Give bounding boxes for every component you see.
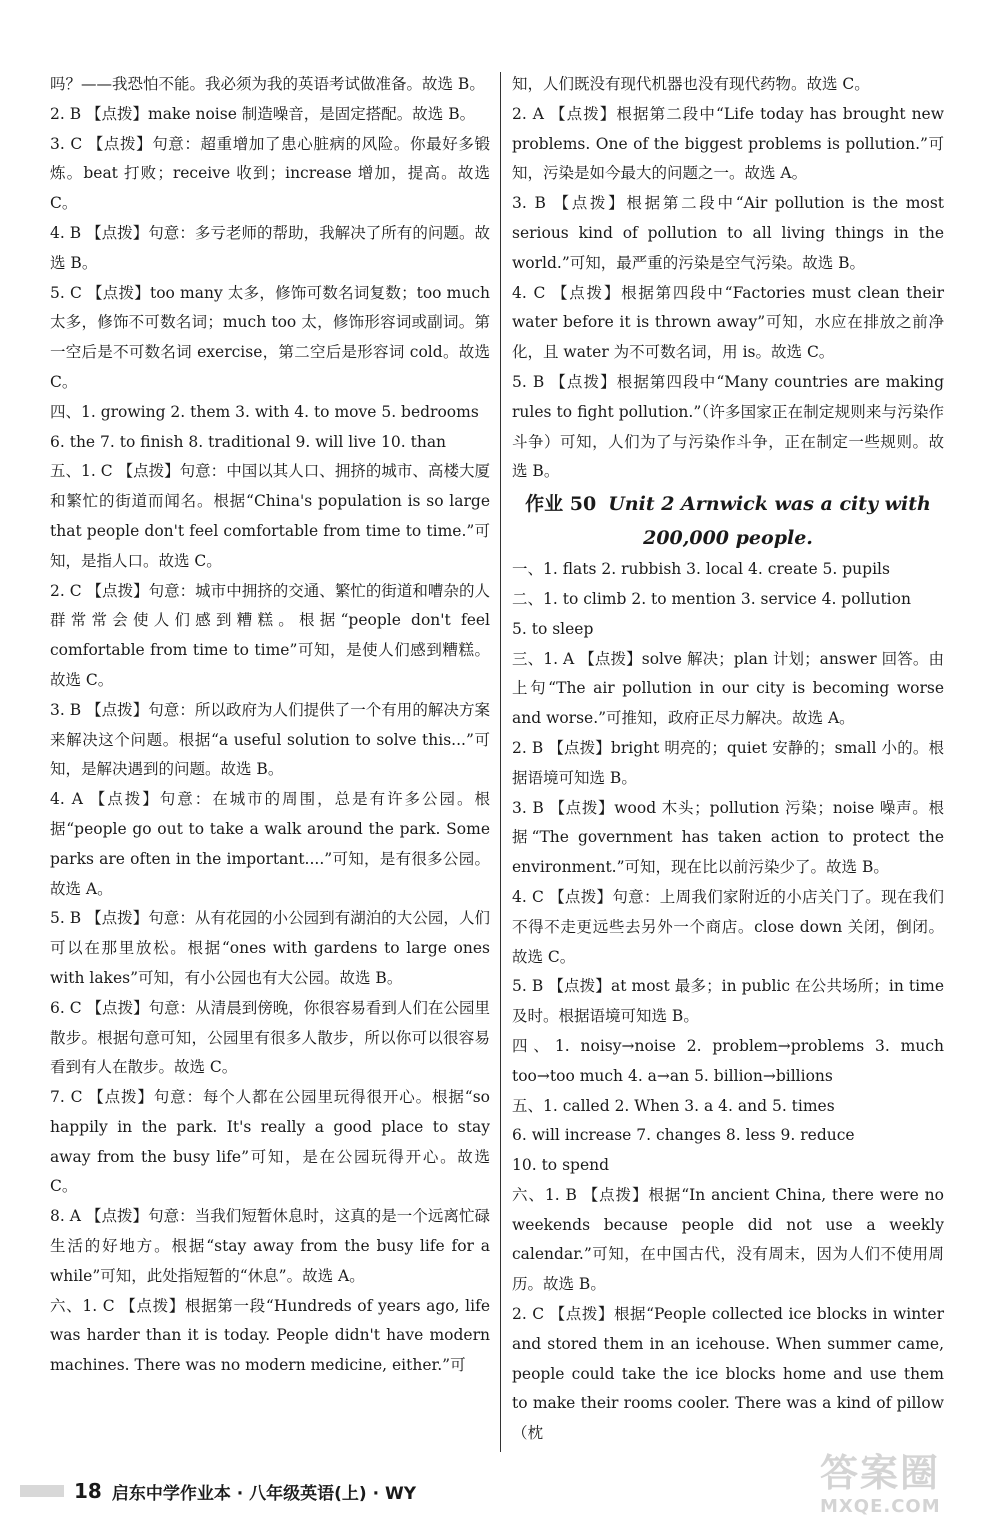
answer-paragraph: 三、1. A 【点拨】solve 解决；plan 计划；answer 回答。由上句“The air pollution in our city is becoming worse and worse.”可推知，政府正尽力解决。故选 A。 <box>512 649 944 728</box>
page-footer <box>20 1474 480 1508</box>
answer-paragraph: 10. to spend <box>512 1156 610 1175</box>
answer-paragraph: 六、1. B 【点拨】根据“In ancient China, there were no weekends because people did not use a weekly calendar.”可知，在中国古代，没有周末，因为人们不使用周历。故选 B。 <box>512 1185 944 1294</box>
left-column <box>50 70 490 1381</box>
answer-paragraph: 5. B 【点拨】at most 最多；in public 在公共场所；in time 及时。根据语境可知选 B。 <box>512 977 944 1026</box>
answer-paragraph: 一、1. flats 2. rubbish 3. local 4. create 5. pupils <box>512 560 890 579</box>
answer-paragraph: 3. B 【点拨】句意：所以政府为人们提供了一个有用的解决方案来解决这个问题。根据“a useful solution to solve this...”可知，是解决遇到的问题。故选 B。 <box>50 700 490 779</box>
answer-paragraph: 4. A 【点拨】句意：在城市的周围，总是有许多公园。根据“people go out to take a walk around the park. Some parks are often in the important....”可知，是有很多公园。故选 A。 <box>50 790 490 898</box>
unit-title-line2: 200,000 people. <box>643 527 813 550</box>
answer-paragraph: 8. A 【点拨】句意：当我们短暂休息时，这真的是一个远离忙碌生活的好地方。根据“stay away from the busy life for a while”可知，此处指短暂的“休息”。故选 A。 <box>50 1207 490 1285</box>
answer-paragraph: 2. C 【点拨】句意：城市中拥挤的交通、繁忙的街道和嘈杂的人群常常会使人们感到糟糕。根据“people don't feel comfortable from time to time”可知，是使人们感到糟糕。故选 C。 <box>50 581 490 689</box>
answer-paragraph: 7. C 【点拨】句意：每个人都在公园里玩得很开心。根据“so happily in the park. It's really a good place to stay away from the busy life”可知，是在公园玩得开心。故选 C。 <box>50 1088 490 1196</box>
answer-paragraph: 知，人们既没有现代机器也没有现代药物。故选 C。 <box>512 75 870 93</box>
answer-paragraph: 六、1. C 【点拨】根据第一段“Hundreds of years ago, life was harder than it is today. People didn't have modern machines. There was no modern medicine, either.”可 <box>50 1296 490 1375</box>
footer-bar <box>20 1485 64 1497</box>
answer-paragraph: 4. C 【点拨】句意：上周我们家附近的小店关门了。现在我们不得不走更远些去另外一个商店。close down 关闭，倒闭。故选 C。 <box>512 887 944 966</box>
page-number: 18 <box>74 1479 102 1503</box>
answer-paragraph: 四、1. growing 2. them 3. with 4. to move 5. bedrooms <box>50 402 479 421</box>
homework-number: 作业 50 <box>525 493 597 516</box>
answer-paragraph: 6. C 【点拨】句意：从清晨到傍晚，你很容易看到人们在公园里散步。根据句意可知，公园里有很多人散步，所以你可以很容易看到有人在散步。故选 C。 <box>50 998 490 1077</box>
answer-paragraph: 2. A 【点拨】根据第二段中“Life today has brought new problems. One of the biggest problems is pollution.”可知，污染是如今最大的问题之一。故选 A。 <box>512 104 944 183</box>
answer-paragraph: 四、1. noisy→noise 2. problem→problems 3. much too→too much 4. a→an 5. billion→billions <box>512 1036 944 1085</box>
answer-paragraph: 4. B 【点拨】句意：多亏老师的帮助，我解决了所有的问题。故选 B。 <box>50 223 490 272</box>
answer-paragraph: 3. B 【点拨】根据第二段中“Air pollution is the most serious kind of pollution to all living things in the world.”可知，最严重的污染是空气污染。故选 B。 <box>512 194 944 272</box>
unit-title: Unit 2 Arnwick was a city with <box>608 493 931 516</box>
answer-paragraph: 4. C 【点拨】根据第四段中“Factories must clean their water before it is thrown away”可知，水应在排放之前净化，且 water 为不可数名词，用 is。故选 C。 <box>512 283 944 362</box>
answer-paragraph: 5. C 【点拨】too many 太多，修饰可数名词复数；too much 太多，修饰不可数名词；much too 太，修饰形容词或副词。第一空后是不可数名词 exercise，第二空后是形容词 cold。故选 C。 <box>50 283 490 391</box>
answer-paragraph: 6. will increase 7. changes 8. less 9. reduce <box>512 1126 855 1145</box>
answer-paragraph: 2. B 【点拨】make noise 制造噪音，是固定搭配。故选 B。 <box>50 104 476 123</box>
answer-paragraph: 2. C 【点拨】根据“People collected ice blocks in winter and stored them in an icehouse. When summer came, people could take the ice blocks home and use them to make their rooms cooler. There was a kind of pillow（枕 <box>512 1305 944 1443</box>
watermark-logo <box>820 1450 980 1530</box>
answer-paragraph: 吗？——我恐怕不能。我必须为我的英语考试做准备。故选 B。 <box>50 75 485 93</box>
answer-paragraph: 3. B 【点拨】wood 木头；pollution 污染；noise 噪声。根据“The government has taken action to protect the environment.”可知，现在比以前污染少了。故选 B。 <box>512 798 944 877</box>
answer-paragraph: 5. to sleep <box>512 619 594 638</box>
book-title: 启东中学作业本 · 八年级英语(上) · WY <box>111 1483 417 1504</box>
answer-paragraph: 2. B 【点拨】bright 明亮的；quiet 安静的；small 小的。根据语境可知选 B。 <box>512 738 944 787</box>
answer-paragraph: 五、1. called 2. When 3. a 4. and 5. times <box>512 1096 835 1115</box>
right-column <box>512 70 944 1449</box>
watermark-chars: 答案圈 <box>820 1451 941 1495</box>
section-heading <box>512 487 944 555</box>
answer-paragraph: 3. C 【点拨】句意：超重增加了患心脏病的风险。你最好多锻炼。beat 打败；receive 收到；increase 增加，提高。故选 C。 <box>50 134 490 213</box>
answer-paragraph: 五、1. C 【点拨】句意：中国以其人口、拥挤的城市、高楼大厦和繁忙的街道而闻名。根据“China's population is so large that people don't feel comfortable from time to time.”可知，是指人口。故选 C。 <box>50 462 490 570</box>
answer-paragraph: 6. the 7. to finish 8. traditional 9. will live 10. than <box>50 432 447 451</box>
watermark-site: MXQE.COM <box>820 1496 941 1517</box>
column-divider <box>500 72 501 1452</box>
answer-paragraph: 二、1. to climb 2. to mention 3. service 4. pollution <box>512 589 911 608</box>
answer-paragraph: 5. B 【点拨】根据第四段中“Many countries are making rules to fight pollution.”（许多国家正在制定规则来与污染作斗争）可知，人们为了与污染作斗争，正在制定一些规则。故选 B。 <box>512 372 944 481</box>
answer-paragraph: 5. B 【点拨】句意：从有花园的小公园到有湖泊的大公园，人们可以在那里放松。根据“ones with gardens to large ones with lakes”可知，有小公园也有大公园。故选 B。 <box>50 909 490 987</box>
